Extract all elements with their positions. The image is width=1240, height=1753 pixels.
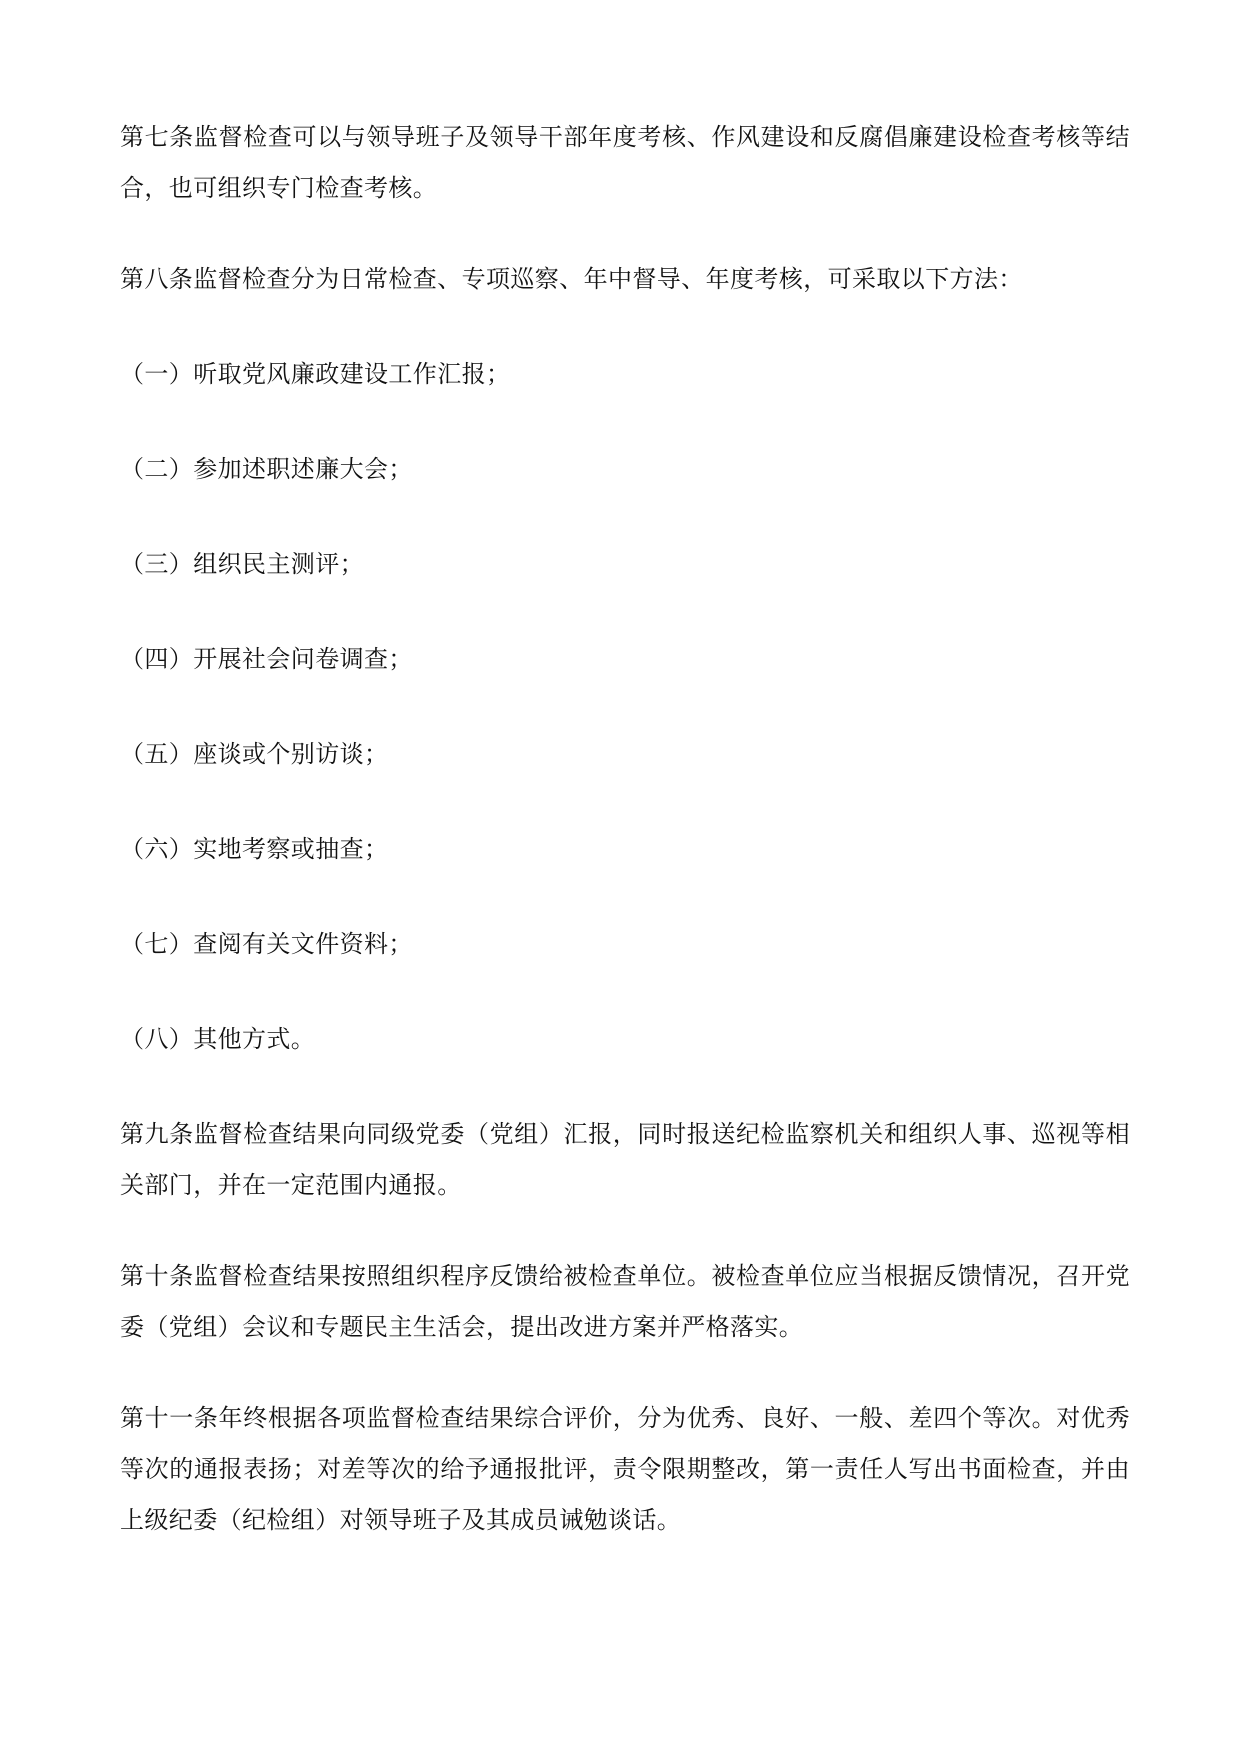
article-7-paragraph: 第七条监督检查可以与领导班子及领导干部年度考核、作风建设和反腐倡廉建设检查考核等结合，也可组织专门检查考核。 xyxy=(120,123,1130,202)
article-11-paragraph: 第十一条年终根据各项监督检查结果综合评价，分为优秀、良好、一般、差四个等次。对优秀等次的通报表扬；对差等次的给予通报批评，责令限期整改，第一责任人写出书面检查，并由上级纪委（纪检组）对领导班子及其成员诫勉谈话。 xyxy=(120,1404,1130,1534)
article-10-paragraph: 第十条监督检查结果按照组织程序反馈给被检查单位。被检查单位应当根据反馈情况，召开党委（党组）会议和专题民主生活会，提出改进方案并严格落实。 xyxy=(120,1262,1130,1341)
method-item-4: （四）开展社会问卷调查； xyxy=(120,645,413,673)
method-item-8: （八）其他方式。 xyxy=(120,1025,316,1053)
method-item-2: （二）参加述职述廉大会； xyxy=(120,455,413,483)
method-item-3: （三）组织民主测评； xyxy=(120,550,364,578)
document-body xyxy=(120,112,1130,1586)
method-item-1: （一）听取党风廉政建设工作汇报； xyxy=(120,360,511,388)
method-item-6: （六）实地考察或抽查； xyxy=(120,835,389,863)
method-item-5: （五）座谈或个别访谈； xyxy=(120,740,389,768)
method-item-7: （七）查阅有关文件资料； xyxy=(120,930,413,958)
article-9-paragraph: 第九条监督检查结果向同级党委（党组）汇报，同时报送纪检监察机关和组织人事、巡视等相关部门，并在一定范围内通报。 xyxy=(120,1120,1130,1199)
article-8-paragraph: 第八条监督检查分为日常检查、专项巡察、年中督导、年度考核，可采取以下方法： xyxy=(120,265,1023,293)
